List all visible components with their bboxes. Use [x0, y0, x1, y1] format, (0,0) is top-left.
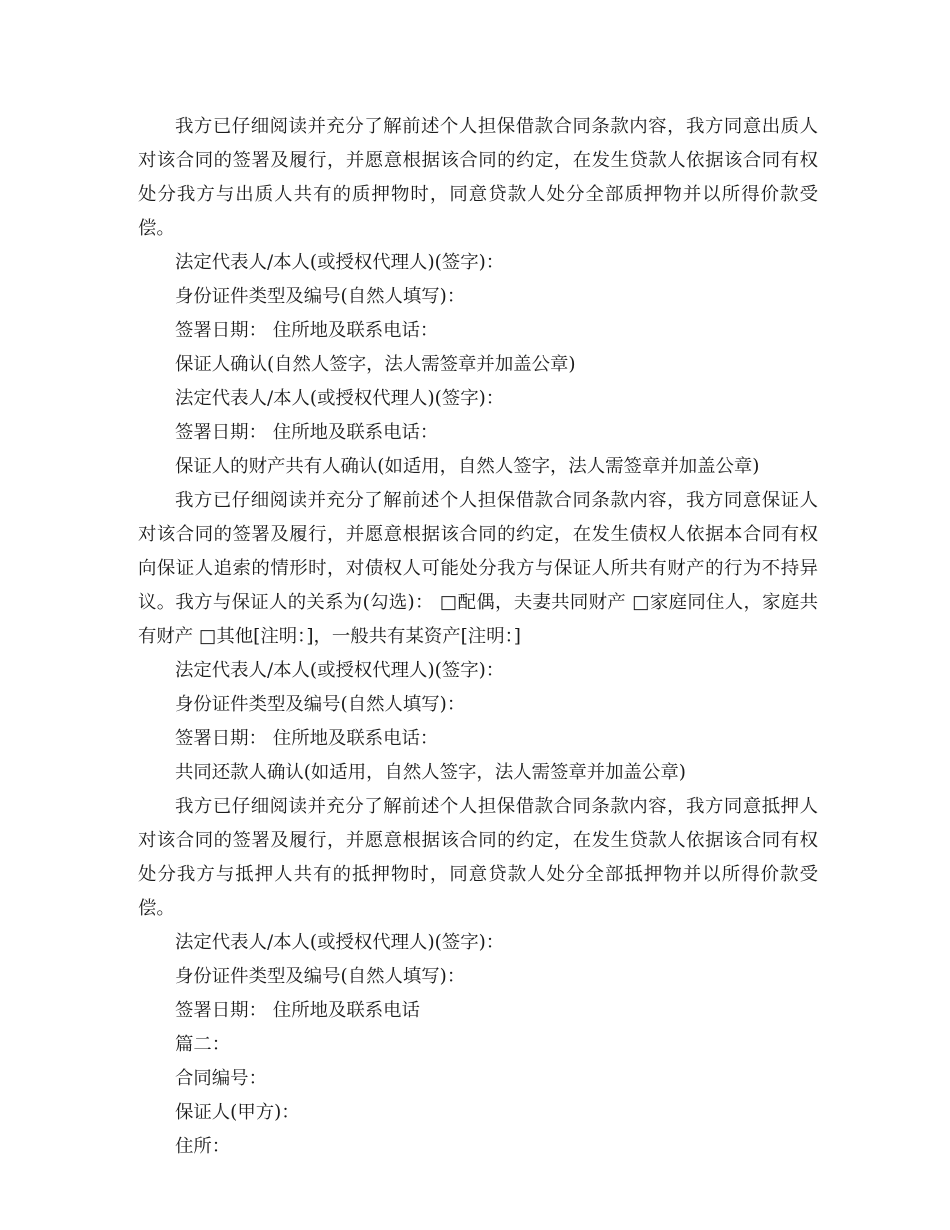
- document-page: [138, 110, 818, 1164]
- sign-date-address-line: 签署日期： 住所地及联系电话：: [175, 422, 439, 443]
- consent-paragraph-guarantor: 我方已仔细阅读并充分了解前述个人担保借款合同条款内容，我方同意保证人对该合同的签署及履行，并愿意根据该合同的约定，在发生债权人依据本合同有权向保证人追索的情形时，对债权人可能处分我方与保证人所共有财产的行为不持异议。我方与保证人的关系为(勾选)： □配偶，夫妻共同财产 □家庭同住人，家庭共有财产 □其他[注明：]，一般共有某资产[注明：]: [138, 490, 818, 647]
- signature-line-representative: 法定代表人/本人(或授权代理人)(签字)：: [175, 660, 505, 681]
- contract-number-line: 合同编号：: [175, 1068, 267, 1089]
- id-document-line: 身份证件类型及编号(自然人填写)：: [175, 286, 466, 307]
- id-document-line: 身份证件类型及编号(自然人填写)：: [175, 694, 466, 715]
- address-line: 住所：: [175, 1136, 231, 1157]
- consent-paragraph-pledge: 我方已仔细阅读并充分了解前述个人担保借款合同条款内容，我方同意出质人对该合同的签署及履行，并愿意根据该合同的约定，在发生贷款人依据该合同有权处分我方与出质人共有的质押物时，同意贷款人处分全部质押物并以所得价款受偿。: [138, 116, 818, 239]
- section-heading: 篇二：: [175, 1034, 231, 1055]
- signature-line-representative: 法定代表人/本人(或授权代理人)(签字)：: [175, 932, 505, 953]
- consent-paragraph-mortgage: 我方已仔细阅读并充分了解前述个人担保借款合同条款内容，我方同意抵押人对该合同的签署及履行，并愿意根据该合同的约定，在发生贷款人依据该合同有权处分我方与抵押人共有的抵押物时，同意贷款人处分全部抵押物并以所得价款受偿。: [138, 796, 818, 919]
- co-owner-confirmation-heading: 保证人的财产共有人确认(如适用，自然人签字，法人需签章并加盖公章): [175, 456, 760, 477]
- id-document-line: 身份证件类型及编号(自然人填写)：: [175, 966, 466, 987]
- guarantor-party-line: 保证人(甲方)：: [175, 1102, 300, 1123]
- signature-line-representative: 法定代表人/本人(或授权代理人)(签字)：: [175, 252, 505, 273]
- guarantor-confirmation-heading: 保证人确认(自然人签字，法人需签章并加盖公章): [175, 354, 576, 375]
- co-borrower-confirmation-heading: 共同还款人确认(如适用，自然人签字，法人需签章并加盖公章): [175, 762, 686, 783]
- sign-date-address-line: 签署日期： 住所地及联系电话：: [175, 728, 439, 749]
- signature-line-representative: 法定代表人/本人(或授权代理人)(签字)：: [175, 388, 505, 409]
- sign-date-address-line: 签署日期： 住所地及联系电话: [175, 1000, 420, 1021]
- sign-date-address-line: 签署日期： 住所地及联系电话：: [175, 320, 439, 341]
